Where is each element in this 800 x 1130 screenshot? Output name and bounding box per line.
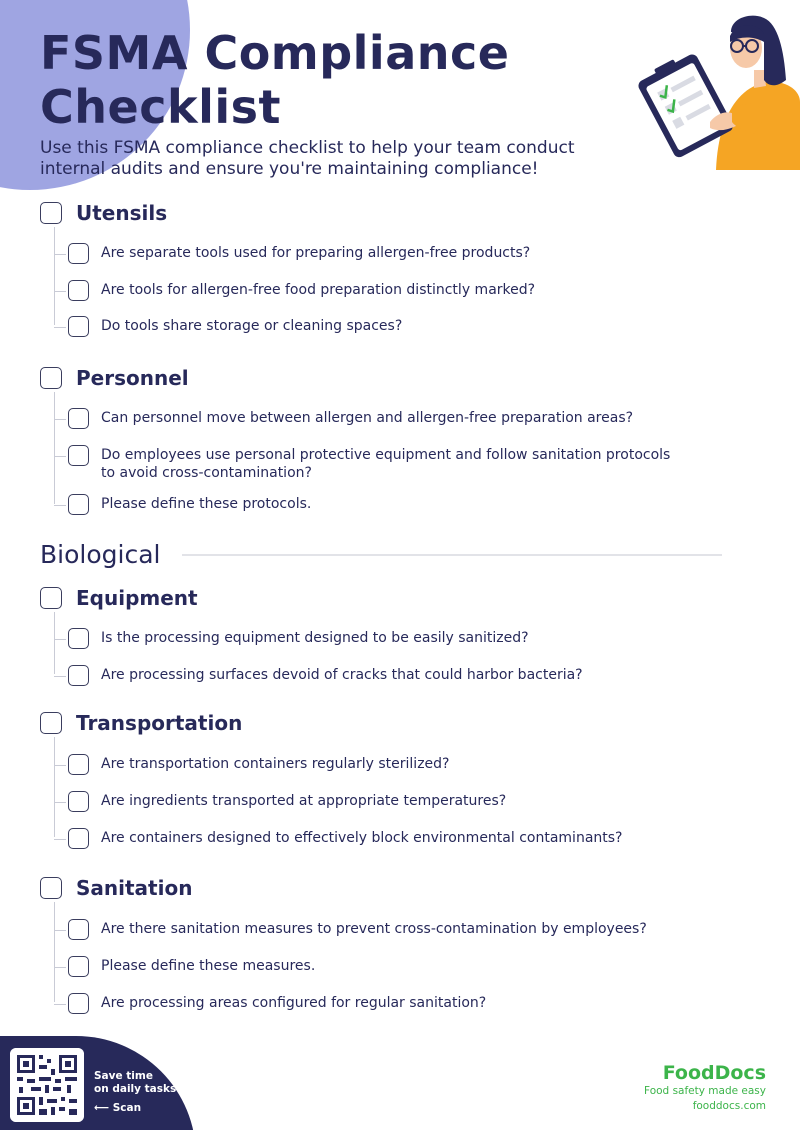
item-text: Are transportation containers regularly sterilized? [101,756,450,772]
item-checkbox[interactable] [68,754,89,775]
item-text: Do tools share storage or cleaning spaces? [101,318,403,334]
item-checkbox[interactable] [68,494,89,515]
section-title: Transportation [76,711,243,735]
section-title: Utensils [76,201,168,225]
section-sanitation [40,874,740,1011]
item-text: Are there sanitation measures to prevent cross-contamination by employees? [101,921,647,937]
checklist-item [68,408,701,429]
checklist-item [68,494,701,515]
checklist-item [68,280,701,301]
subtitle-line-1: Use this FSMA compliance checklist to help your team conduct [40,138,575,158]
category-title: Biological [40,540,161,569]
item-checkbox[interactable] [68,956,89,977]
section-checkbox[interactable] [40,587,62,609]
item-text: Please define these measures. [101,958,316,974]
item-checkbox[interactable] [68,316,89,337]
item-checkbox[interactable] [68,445,89,466]
checklist-item [68,956,701,977]
brand-logo: FoodDocs [662,1062,766,1084]
person-with-clipboard-icon [636,10,800,170]
item-text: Are processing areas configured for regular sanitation? [101,995,487,1011]
item-text: Are processing surfaces devoid of cracks that could harbor bacteria? [101,667,583,683]
section-title: Sanitation [76,876,193,900]
brand-tagline: Food safety made easy [644,1085,766,1097]
section-title: Equipment [76,586,198,610]
checklist-item [68,828,701,849]
section-title: Personnel [76,366,189,390]
item-checkbox[interactable] [68,791,89,812]
section-checkbox[interactable] [40,367,62,389]
item-text: Please define these protocols. [101,496,312,512]
item-checkbox[interactable] [68,280,89,301]
page-subtitle [40,138,640,180]
promo-text [94,1070,176,1096]
item-checkbox[interactable] [68,243,89,264]
section-checkbox[interactable] [40,712,62,734]
checklist-item [68,665,701,686]
section-utensils [40,199,740,334]
item-checkbox[interactable] [68,665,89,686]
item-text: Can personnel move between allergen and allergen-free preparation areas? [101,410,634,426]
item-checkbox[interactable] [68,408,89,429]
item-checkbox[interactable] [68,628,89,649]
item-text: Are containers designed to effectively block environmental contaminants? [101,830,623,846]
brand-block [644,1062,766,1114]
category-heading [40,540,722,569]
checklist-item [68,628,701,649]
item-text: Is the processing equipment designed to be easily sanitized? [101,630,529,646]
section-personnel [40,364,740,512]
page-title-line-1: FSMA Compliance [40,26,510,80]
promo-line-2: on daily tasks [94,1083,177,1095]
section-checkbox[interactable] [40,202,62,224]
scan-label: ⟵ Scan [94,1102,142,1114]
promo-line-1: Save time [94,1070,153,1082]
section-checkbox[interactable] [40,877,62,899]
section-equipment [40,584,740,683]
item-text: Are tools for allergen-free food preparation distinctly marked? [101,282,536,298]
checklist-item [68,445,681,482]
category-divider [182,554,722,556]
brand-url-link[interactable]: fooddocs.com [692,1100,766,1112]
page-title-line-2: Checklist [40,80,281,134]
checklist-item [68,993,701,1014]
item-checkbox[interactable] [68,828,89,849]
checklist-item [68,316,701,337]
section-transportation [40,709,740,846]
item-checkbox[interactable] [68,993,89,1014]
checklist-item [68,919,701,940]
item-text: Do employees use personal protective equipment and follow sanitation protocols to avoid cross-contamination? [101,447,671,481]
checklist-item [68,243,701,264]
checklist-item [68,754,701,775]
checklist-item [68,791,701,812]
item-text: Are ingredients transported at appropriate temperatures? [101,793,507,809]
item-text: Are separate tools used for preparing allergen-free products? [101,245,531,261]
page-title [40,26,509,134]
qr-code-icon[interactable] [10,1048,84,1122]
subtitle-line-2: internal audits and ensure you're maintaining compliance! [40,159,539,179]
item-checkbox[interactable] [68,919,89,940]
